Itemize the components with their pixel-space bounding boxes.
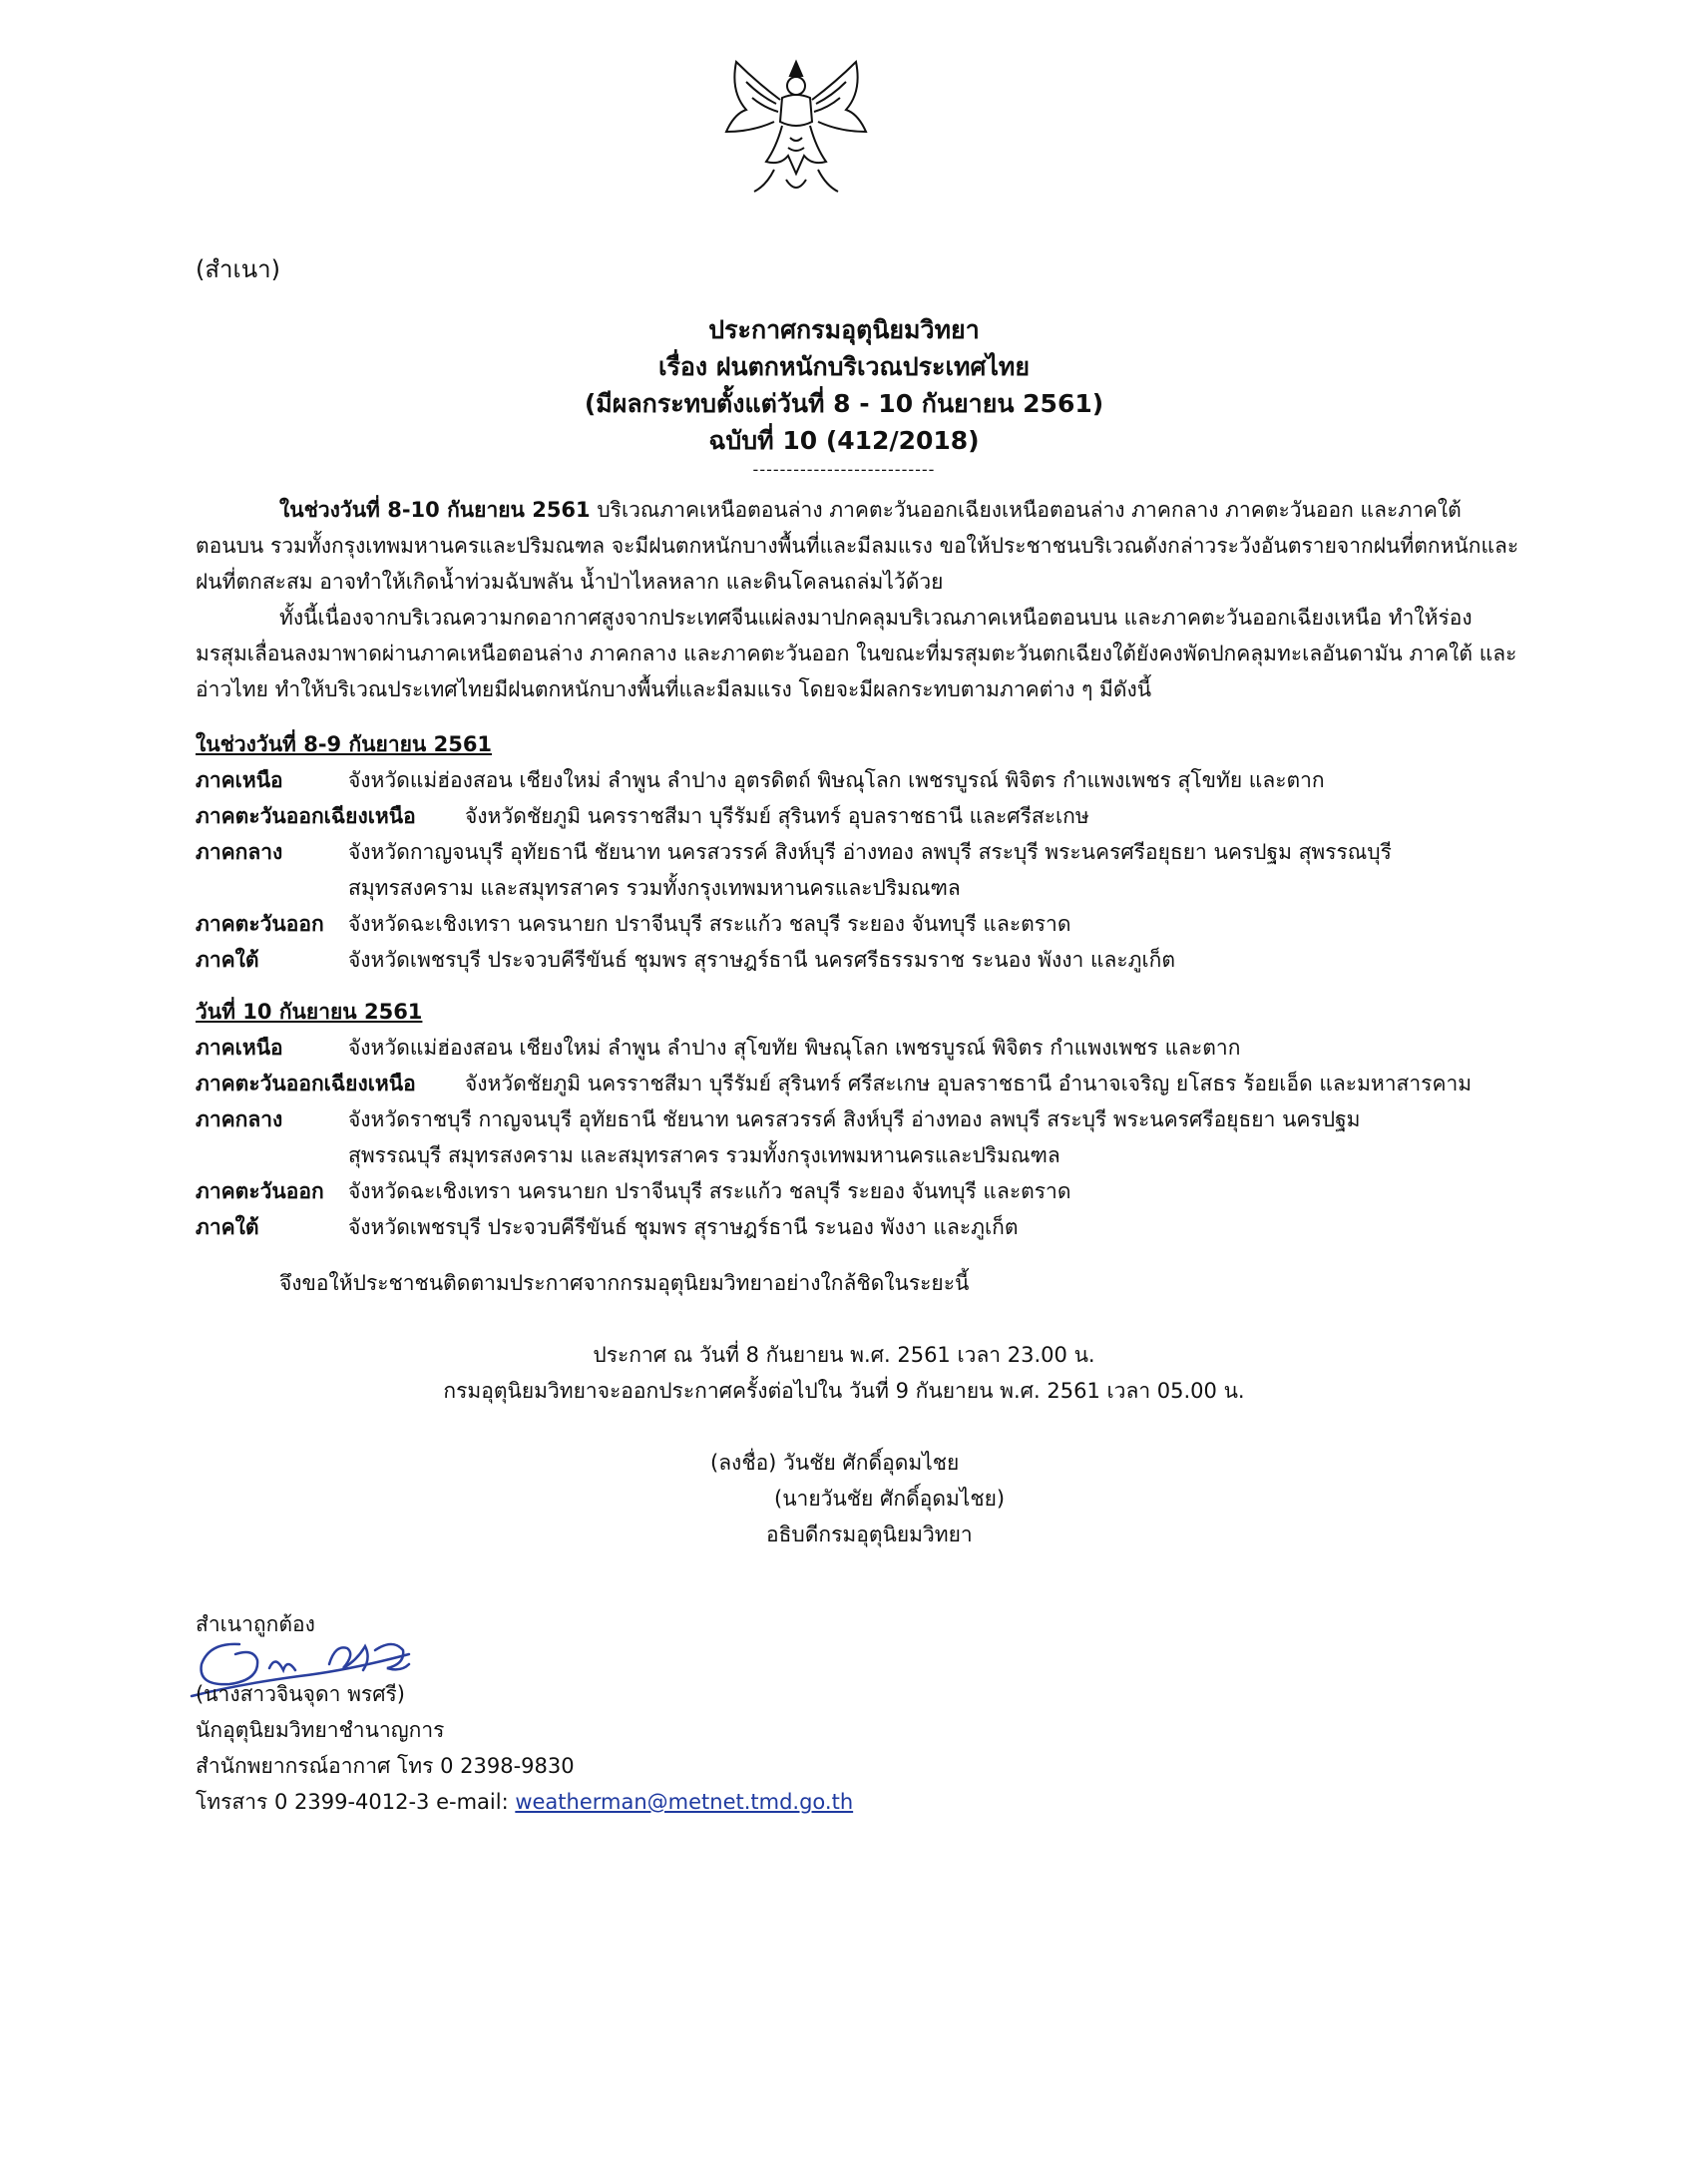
s2-east-label: ภาคตะวันออก [196, 1179, 324, 1203]
s2-south-label: ภาคใต้ [196, 1215, 259, 1239]
s1-northeast-provinces: จังหวัดชัยภูมิ นครราชสีมา บุรีรัมย์ สุรินทร์ อุบลราชธานี และศรีสะเกษ [465, 804, 1089, 828]
section-1-heading: ในช่วงวันที่ 8-9 กันยายน 2561 [196, 732, 493, 756]
paragraph-1-line-2: ตอนบน รวมทั้งกรุงเทพมหานครและปริมณฑล จะมีฝนตกหนักบางพื้นที่และมีลมแรง ขอให้ประชาชนบริเวณดังกล่าวระวังอันตรายจากฝนที่ตกหนักและ [196, 534, 1519, 558]
email-link[interactable]: weatherman@metnet.tmd.go.th [515, 1790, 854, 1814]
s1-north-provinces: จังหวัดแม่ฮ่องสอน เชียงใหม่ ลำพูน ลำปาง อุตรดิตถ์ พิษณุโลก เพชรบูรณ์ พิจิตร กำแพงเพชร สุโขทัย และตาก [348, 768, 1325, 792]
s1-east-provinces: จังหวัดฉะเชิงเทรา นครนายก ปราจีนบุรี สระแก้ว ชลบุรี ระยอง จันทบุรี และตราด [348, 912, 1071, 936]
s2-northeast-provinces: จังหวัดชัยภูมิ นครราชสีมา บุรีรัมย์ สุรินทร์ ศรีสะเกษ อุบลราชธานี อำนาจเจริญ ยโสธร ร้อยเอ็ด และมหาสารคาม [465, 1072, 1473, 1095]
paragraph-1-line-3: ฝนที่ตกสะสม อาจทำให้เกิดน้ำท่วมฉับพลัน น้ำป่าไหลหลาก และดินโคลนถล่มไว้ด้วย [196, 570, 944, 594]
announced-datetime: ประกาศ ณ วันที่ 8 กันยายน พ.ศ. 2561 เวลา 23.00 น. [593, 1343, 1095, 1367]
section-2-heading: วันที่ 10 กันยายน 2561 [196, 1000, 423, 1024]
signatory-name: (นายวันชัย ศักดิ์อุดมไชย) [774, 1487, 1006, 1511]
office-phone: สำนักพยากรณ์อากาศ โทร 0 2398-9830 [196, 1754, 575, 1778]
fax-email-line [196, 1792, 853, 1813]
signatory-position: อธิบดีกรมอุตุนิยมวิทยา [766, 1523, 973, 1546]
s2-central-label: ภาคกลาง [196, 1107, 283, 1131]
closing-follow: จึงขอให้ประชาชนติดตามประกาศจากกรมอุตุนิยมวิทยาอย่างใกล้ชิดในระยะนี้ [279, 1271, 970, 1295]
title-line-4: ฉบับที่ 10 (412/2018) [708, 426, 980, 455]
s2-east-provinces: จังหวัดฉะเชิงเทรา นครนายก ปราจีนบุรี สระแก้ว ชลบุรี ระยอง จันทบุรี และตราด [348, 1179, 1071, 1203]
paragraph-1-lead: ในช่วงวันที่ 8-10 กันยายน 2561 [279, 498, 591, 522]
paragraph-2-line-1: ทั้งนี้เนื่องจากบริเวณความกดอากาศสูงจากประเทศจีนแผ่ลงมาปกคลุมบริเวณภาคเหนือตอนบน และภาคตะวันออกเฉียงเหนือ ทำให้ร่อง [279, 606, 1473, 630]
certifier-role: นักอุตุนิยมวิทยาชำนาญการ [196, 1718, 445, 1742]
signed-line: (ลงชื่อ) วันชัย ศักดิ์อุดมไชย [710, 1451, 960, 1475]
title-line-2: เรื่อง ฝนตกหนักบริเวณประเทศไทย [657, 352, 1031, 381]
s2-northeast-label: ภาคตะวันออกเฉียงเหนือ [196, 1072, 416, 1095]
s1-north-label: ภาคเหนือ [196, 768, 283, 792]
s2-south-provinces: จังหวัดเพชรบุรี ประจวบคีรีขันธ์ ชุมพร สุราษฎร์ธานี ระนอง พังงา และภูเก็ต [348, 1215, 1019, 1239]
paragraph-1-rest: บริเวณภาคเหนือตอนล่าง ภาคตะวันออกเฉียงเหนือตอนล่าง ภาคกลาง ภาคตะวันออก และภาคใต้ [590, 498, 1462, 522]
paragraph-2-line-2: มรสุมเลื่อนลงมาพาดผ่านภาคเหนือตอนล่าง ภาคกลาง และภาคตะวันออก ในขณะที่มรสุมตะวันตกเฉียงใต้ยังคงพัดปกคลุมทะเลอันดามัน ภาคใต้ และ [196, 642, 1517, 665]
s2-north-label: ภาคเหนือ [196, 1036, 283, 1060]
s1-south-label: ภาคใต้ [196, 948, 259, 972]
paragraph-2-line-3: อ่าวไทย ทำให้บริเวณประเทศไทยมีฝนตกหนักบางพื้นที่และมีลมแรง โดยจะมีผลกระทบตามภาคต่าง ๆ มีดังนี้ [196, 677, 1152, 701]
s2-north-provinces: จังหวัดแม่ฮ่องสอน เชียงใหม่ ลำพูน ลำปาง สุโขทัย พิษณุโลก เพชรบูรณ์ พิจิตร กำแพงเพชร และตาก [348, 1036, 1241, 1060]
certified-copy-label: สำเนาถูกต้อง [196, 1612, 315, 1636]
s1-central-provinces-2: สมุทรสงคราม และสมุทรสาคร รวมทั้งกรุงเทพมหานครและปริมณฑล [348, 876, 961, 900]
title-line-3: (มีผลกระทบตั้งแต่วันที่ 8 - 10 กันยายน 2561) [584, 389, 1104, 418]
next-announcement: กรมอุตุนิยมวิทยาจะออกประกาศครั้งต่อไปใน วันที่ 9 กันยายน พ.ศ. 2561 เวลา 05.00 น. [443, 1379, 1245, 1403]
title-line-1: ประกาศกรมอุตุนิยมวิทยา [708, 315, 980, 344]
paragraph-1-line-1 [279, 500, 1576, 521]
s1-central-provinces-1: จังหวัดกาญจนบุรี อุทัยธานี ชัยนาท นครสวรรค์ สิงห์บุรี อ่างทอง ลพบุรี สระบุรี พระนครศรีอยุธยา นครปฐม สุพรรณบุรี [348, 840, 1392, 864]
fax-label: โทรสาร 0 2399-4012-3 e-mail: [196, 1790, 516, 1814]
s1-northeast-label: ภาคตะวันออกเฉียงเหนือ [196, 804, 416, 828]
s1-central-label: ภาคกลาง [196, 840, 283, 864]
s2-central-provinces-2: สุพรรณบุรี สมุทรสงคราม และสมุทรสาคร รวมทั้งกรุงเทพมหานครและปริมณฑล [348, 1143, 1060, 1167]
copy-tag: (สำเนา) [196, 255, 280, 283]
s1-south-provinces: จังหวัดเพชรบุรี ประจวบคีรีขันธ์ ชุมพร สุราษฎร์ธานี นครศรีธรรมราช ระนอง พังงา และภูเก็ต [348, 948, 1175, 972]
garuda-emblem-icon [716, 52, 876, 202]
title-separator: --------------------------- [752, 460, 936, 479]
s1-east-label: ภาคตะวันออก [196, 912, 324, 936]
certifier-name: (นางสาวจินจุดา พรศรี) [196, 1682, 405, 1706]
s2-central-provinces-1: จังหวัดราชบุรี กาญจนบุรี อุทัยธานี ชัยนาท นครสวรรค์ สิงห์บุรี อ่างทอง ลพบุรี สระบุรี พระนครศรีอยุธยา นครปฐม [348, 1107, 1361, 1131]
